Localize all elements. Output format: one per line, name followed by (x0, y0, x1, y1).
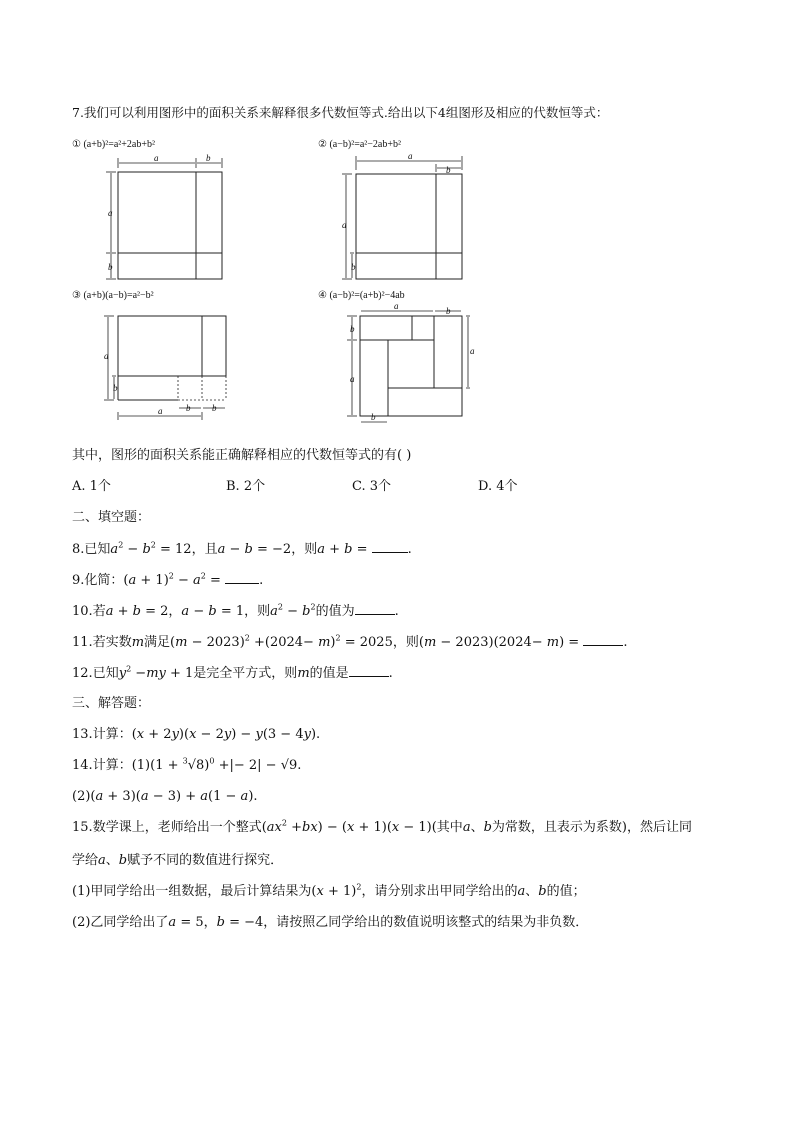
svg-text:b: b (186, 403, 191, 413)
problem-12-number: 12. (72, 666, 93, 681)
problem-11-number: 11. (72, 635, 93, 650)
problem-10-text-4: 的值为 (315, 604, 355, 619)
svg-text:a: a (470, 346, 475, 356)
problem-14-text-1: 计算： (92, 758, 132, 773)
problem-10-text-1: 若 (92, 604, 106, 619)
problem-8-number: 8. (72, 542, 85, 557)
svg-text:a: a (158, 406, 163, 416)
svg-text:b: b (350, 324, 355, 334)
problem-15-part-2: (2)乙同学给出了a = 5，b = −4，请按照乙同学给出的数值说明该整式的结果为非负数． (72, 915, 589, 930)
figure-2-diagram (336, 152, 466, 284)
svg-text:b: b (108, 262, 113, 272)
problem-10: 10.若a + b = 2，a − b = 1，则$a^2 - b^2$的值为 . (72, 602, 399, 619)
problem-10-answer-blank[interactable] (355, 602, 395, 615)
problem-9: 9.化简：$(a + 1)^2 - a^2$ = . (72, 571, 264, 588)
svg-text:b: b (206, 153, 211, 163)
problem-14-part-2-label: (2) (72, 789, 91, 804)
problem-10-text-3: ，则 (244, 604, 271, 619)
problem-11-text-2: 满足 (144, 635, 171, 650)
problem-14-part-2: (2)(a + 3)(a − 3) + a(1 − a). (72, 789, 258, 804)
q7-option-d[interactable]: D. 4个 (478, 479, 518, 494)
svg-text:a: a (104, 351, 109, 361)
svg-text:b: b (212, 403, 217, 413)
figure-4-caption: ④ (a−b)²=(a+b)²−4ab (318, 290, 405, 301)
problem-9-text-1: 化简： (84, 573, 124, 588)
problem-13-number: 13. (72, 727, 93, 742)
problem-15-part-1-text-a: (1)甲同学给出一组数据，最后计算结果为 (72, 884, 312, 899)
problem-9-answer-blank[interactable] (225, 571, 259, 584)
problem-8-text-1: 已知 (84, 542, 111, 557)
problem-15-line-2: 学给a、b赋予不同的数值进行探究． (72, 853, 284, 868)
problem-14-number: 14. (72, 758, 93, 773)
problem-12-text-3: 的值是 (309, 666, 349, 681)
q7-option-c[interactable]: C. 3个 (352, 479, 392, 494)
problem-13: 13.计算：(x + 2y)(x − 2y) − y(3 − 4y). (72, 727, 321, 742)
problem-13-text-1: 计算： (92, 727, 132, 742)
problem-12-answer-blank[interactable] (349, 664, 389, 677)
problem-8: 8.已知$a^2 - b^2 = 12$，且a − b = −2，则a + b = . (72, 540, 412, 557)
problem-15-part-2-text-b: ，请按照乙同学给出的数值说明该整式的结果为非负数． (263, 915, 589, 930)
problem-12: 12.已知$y^2 -my + 1$是完全平方式，则m的值是 . (72, 664, 393, 681)
figure-1-diagram (100, 152, 230, 284)
problem-15-line-2b-text: 赋予不同的数值进行探究． (127, 853, 284, 868)
problem-15-number: 15. (72, 820, 93, 835)
svg-text:b: b (446, 165, 451, 175)
problem-11: 11.若实数m满足$(m - 2023)^2 +(2024- m)^2 = 2025$，则(m − 2023)(2024− m) = . (72, 633, 628, 650)
problem-14: 14.计算：$(1)(1 + ^3√8)^0$ +|− 2| − √9. (72, 756, 302, 773)
section-fill-in-title: 二、填空题： (72, 510, 151, 525)
svg-text:a: a (108, 208, 113, 218)
problem-10-number: 10. (72, 604, 93, 619)
section-solutions-title: 三、解答题： (72, 696, 151, 711)
svg-text:b: b (351, 262, 356, 272)
svg-text:a: a (342, 220, 347, 230)
problem-12-text-2: 是完全平方式，则 (193, 666, 298, 681)
problem-11-text-3: ，则 (392, 635, 419, 650)
problem-15-part-1-text-c: 的值； (546, 884, 586, 899)
problem-11-text-1: 若实数 (92, 635, 132, 650)
problem-10-text-2: ， (168, 604, 182, 619)
problem-15-part-2-text-a: (2)乙同学给出了 (72, 915, 169, 930)
problem-15-line-2-text: 学给 (72, 853, 99, 868)
q7-option-b[interactable]: B. 2个 (226, 479, 266, 494)
svg-text:b: b (446, 306, 451, 316)
problem-15-text-2: (其中 (431, 820, 463, 835)
q7-question: 其中，图形的面积关系能正确解释相应的代数恒等式的有( ) (72, 448, 412, 463)
q7-stem: 7.我们可以利用图形中的面积关系来解释很多代数恒等式.给出以下4组图形及相应的代数恒等式： (72, 105, 609, 120)
svg-text:a: a (154, 153, 159, 163)
problem-9-number: 9. (72, 573, 85, 588)
svg-text:b: b (371, 412, 376, 422)
q7-option-a[interactable]: A. 1个 (72, 479, 111, 494)
problem-11-answer-blank[interactable] (583, 633, 623, 646)
figure-1-caption: ① (a+b)²=a²+2ab+b² (72, 139, 155, 150)
problem-15-text-3: 为常数，且表示为系数)，然后让同 (491, 820, 692, 835)
problem-8-answer-blank[interactable] (372, 540, 408, 553)
figure-4-diagram (342, 302, 476, 426)
svg-text:a: a (394, 302, 399, 311)
problem-12-text-1: 已知 (92, 666, 119, 681)
problem-15-text-1: 数学课上，老师给出一个整式 (92, 820, 262, 835)
figure-3-diagram (98, 308, 238, 424)
problem-8-text-2: ，且 (191, 542, 218, 557)
problem-15-part-1-text-b: ，请分别求出甲同学给出的 (361, 884, 518, 899)
svg-text:b: b (113, 383, 118, 393)
problem-15-line-1: 15.数学课上，老师给出一个整式$(ax^2 +bx) - (x + 1)(x - 1)$(其中a、b为常数，且表示为系数)，然后让同 (72, 818, 692, 835)
problem-8-text-3: ，则 (291, 542, 318, 557)
problem-15-part-1: (1)甲同学给出一组数据，最后计算结果为$(x + 1)^2$，请分别求出甲同学给出的a、b的值； (72, 882, 586, 899)
svg-text:a: a (408, 152, 413, 161)
svg-text:a: a (350, 374, 355, 384)
figure-2-caption: ② (a−b)²=a²−2ab+b² (318, 139, 401, 150)
figure-3-caption: ③ (a+b)(a−b)=a²−b² (72, 290, 154, 301)
